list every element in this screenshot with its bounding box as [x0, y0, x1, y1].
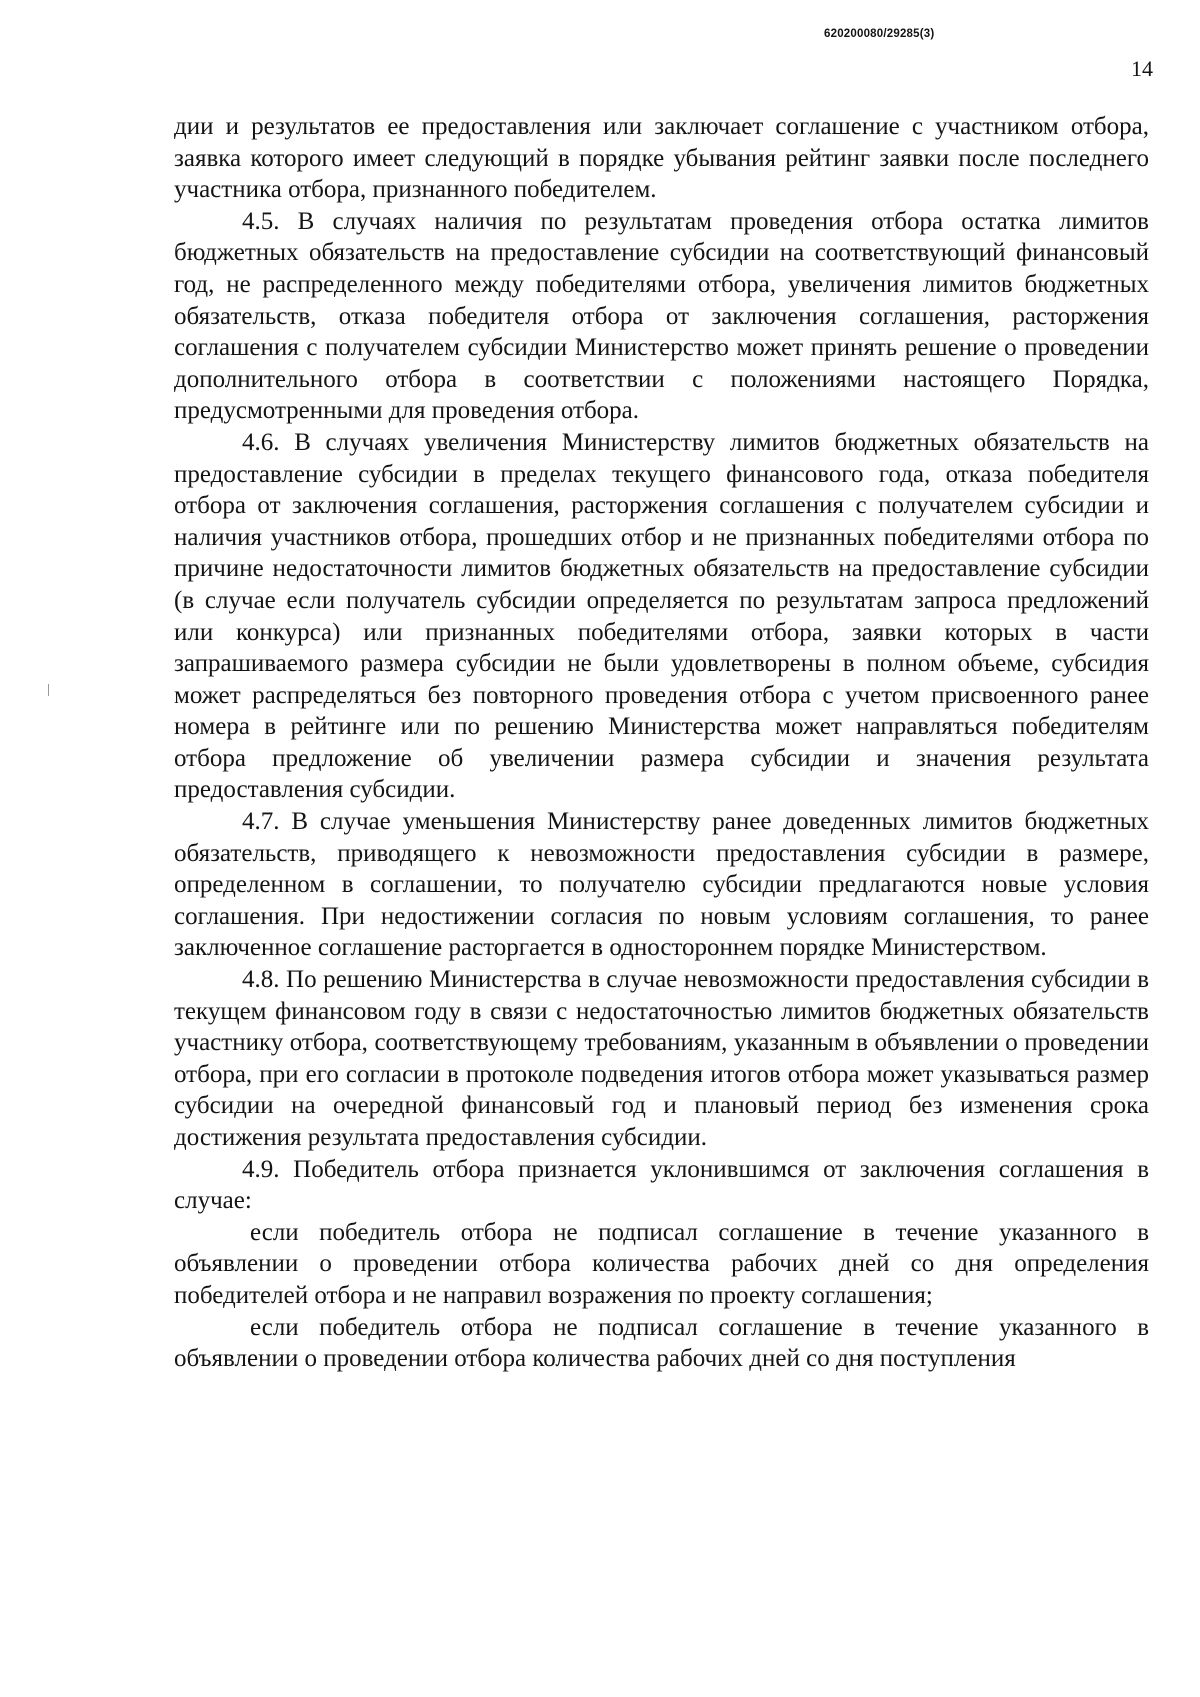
paragraph-4-6: 4.6. В случаях увеличения Министерству лимитов бюджетных обязательств на предоставление субсидии в пределах текущего финансового года, отказа победителя отбора от заключения соглашения, расторжения соглашения с получателем субсидии и наличия участников отбора, прошедших отбор и не признанных победителями отбора по причине недостаточности лимитов бюджетных обязательств на предоставление субсидии (в случае если получатель субсидии определяется по результатам запроса предложений или конкурса) или признанных победителями отбора, заявки которых в части запрашиваемого размера субсидии не были удовлетворены в полном объеме, субсидия может распределяться без повторного проведения отбора с учетом присвоенного ранее номера в рейтинге или по решению Министерства может направляться победителям отбора предложение об увеличении размера субсидии и значения результата предоставления субсидии. — [174, 428, 1149, 804]
scan-artifact-mark — [48, 684, 49, 696]
paragraph-4-9-condition-2: если победитель отбора не подписал соглашение в течение указанного в объявлении о проведении отбора количества рабочих дней со дня поступления — [174, 1313, 1149, 1373]
paragraph-4-7: 4.7. В случае уменьшения Министерству ранее доведенных лимитов бюджетных обязательств, приводящего к невозможности предоставления субсидии в размере, определенном в соглашении, то получателю субсидии предлагаются новые условия соглашения. При недостижении согласия по новым условиям соглашения, то ранее заключенное соглашение расторгается в одностороннем порядке Министерством. — [174, 808, 1149, 962]
paragraph-4-8: 4.8. По решению Министерства в случае невозможности предоставления субсидии в текущем финансовом году в связи с недостаточностью лимитов бюджетных обязательств участнику отбора, соответствующему требованиям, указанным в объявлении о проведении отбора, при его согласии в протоколе подведения итогов отбора может указываться размер субсидии на очередной финансовый год и плановый период без изменения срока достижения результата предоставления субсидии. — [174, 966, 1149, 1151]
document-registration-code: 620200080/29285(3) — [824, 28, 935, 40]
document-body — [174, 111, 1149, 1375]
paragraph-4-9-condition-1: если победитель отбора не подписал соглашение в течение указанного в объявлении о проведении отбора количества рабочих дней со дня определения победителей отбора и не направил возражения по проекту соглашения; — [174, 1218, 1149, 1309]
paragraph-4-9: 4.9. Победитель отбора признается уклонившимся от заключения соглашения в случае: — [174, 1155, 1149, 1215]
paragraph-4-5: 4.5. В случаях наличия по результатам проведения отбора остатка лимитов бюджетных обязательств на предоставление субсидии на соответствующий финансовый год, не распределенного между победителями отбора, увеличения лимитов бюджетных обязательств, отказа победителя отбора от заключения соглашения, расторжения соглашения с получателем субсидии Министерство может принять решение о проведении дополнительного отбора в соответствии с положениями настоящего Порядка, предусмотренными для проведения отбора. — [174, 207, 1149, 425]
paragraph-continuation: дии и результатов ее предоставления или заключает соглашение с участником отбора, заявка которого имеет следующий в порядке убывания рейтинг заявки после последнего участника отбора, признанного победителем. — [174, 113, 1149, 204]
page-number: 14 — [1131, 56, 1153, 81]
